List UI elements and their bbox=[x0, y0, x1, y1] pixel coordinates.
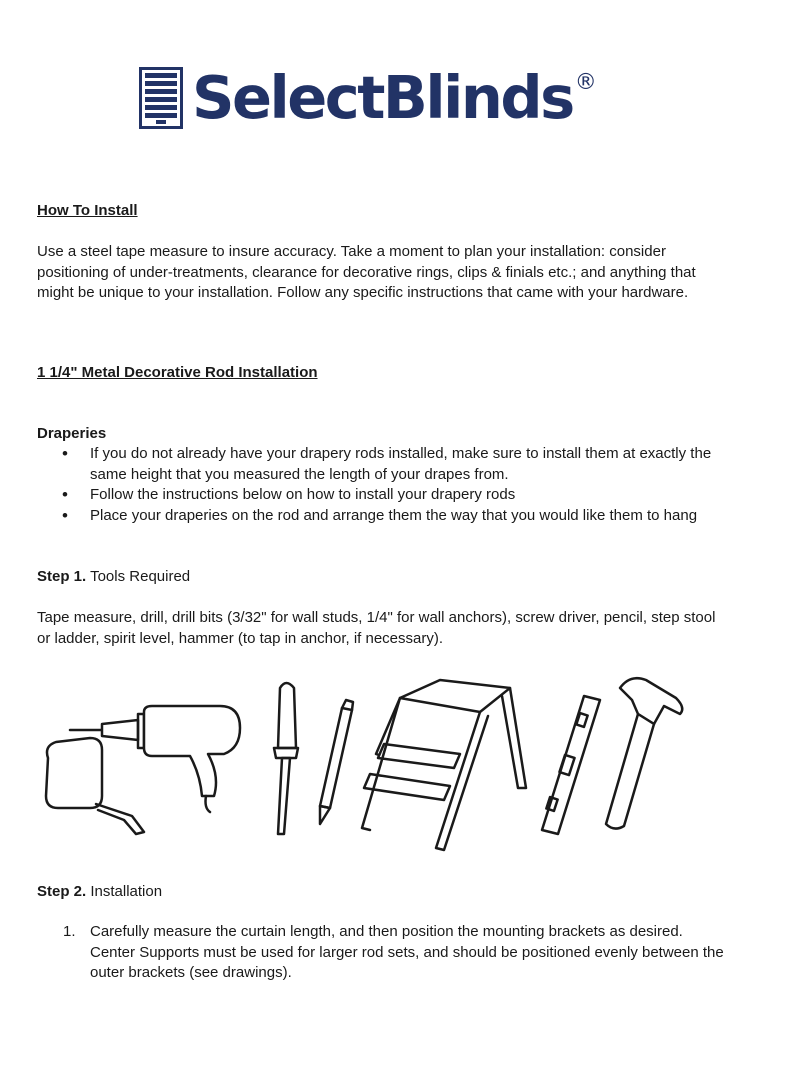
selectblinds-logo bbox=[139, 63, 597, 132]
intro-line: Use a steel tape measure to insure accuracy. Take a moment to plan your installation: consider bbox=[37, 243, 666, 260]
draperies-heading: Draperies bbox=[37, 425, 107, 442]
intro-line: might be unique to your installation. Follow any specific instructions that came with your hardware. bbox=[37, 284, 689, 301]
step2-title: Installation bbox=[90, 883, 163, 900]
pencil-icon bbox=[320, 700, 353, 824]
rod-installation-heading: 1 1/4" Metal Decorative Rod Installation bbox=[37, 364, 318, 381]
item-body bbox=[60, 922, 740, 984]
brand-name: SelectBlinds bbox=[192, 63, 573, 132]
how-to-install-heading: How To Install bbox=[37, 202, 138, 219]
tape-measure-icon bbox=[46, 738, 144, 834]
step1-label: Step 1. bbox=[37, 568, 87, 585]
spirit-level-icon bbox=[542, 696, 600, 834]
step1-heading bbox=[37, 567, 190, 588]
step2-label: Step 2. bbox=[37, 883, 87, 900]
step1-text bbox=[37, 608, 777, 649]
item-line: Center Supports must be used for larger rod sets, and should be positioned evenly between the bbox=[90, 943, 724, 961]
bullet-item: • If you do not already have your drapery rods installed, make sure to install them at exactly the same height that you measured the length of your drapes from. bbox=[60, 444, 740, 485]
item-line: outer brackets (see drawings). bbox=[90, 964, 292, 981]
draperies-bullet-list bbox=[60, 444, 740, 526]
step1-title: Tools Required bbox=[90, 568, 191, 585]
step2-numbered-item bbox=[60, 922, 740, 984]
item-number: 1. bbox=[63, 923, 76, 940]
registered-mark: ® bbox=[574, 70, 597, 95]
screwdriver-icon bbox=[274, 683, 298, 834]
item-line: Carefully measure the curtain length, and then position the mounting brackets as desired. bbox=[90, 923, 683, 940]
how-to-install-intro bbox=[37, 242, 777, 304]
step2-heading bbox=[37, 882, 162, 903]
step1-text-line: or ladder, spirit level, hammer (to tap in anchor, if necessary). bbox=[37, 629, 444, 647]
intro-line: positioning of under-treatments, clearance for decorative rings, clips & finials etc.; and anything that bbox=[37, 263, 696, 281]
tools-illustration bbox=[40, 668, 700, 858]
bullet-item: • Follow the instructions below on how to install your drapery rods bbox=[60, 485, 740, 506]
step-stool-icon bbox=[362, 680, 526, 850]
bullet-item: • Place your draperies on the rod and arrange them the way that you would like them to hang bbox=[60, 506, 740, 527]
blinds-logo-icon bbox=[139, 67, 183, 129]
hammer-icon bbox=[606, 678, 682, 828]
step1-text-line: Tape measure, drill, drill bits (3/32" for wall studs, 1/4" for wall anchors), screw driver, pencil, step stool bbox=[37, 609, 716, 626]
